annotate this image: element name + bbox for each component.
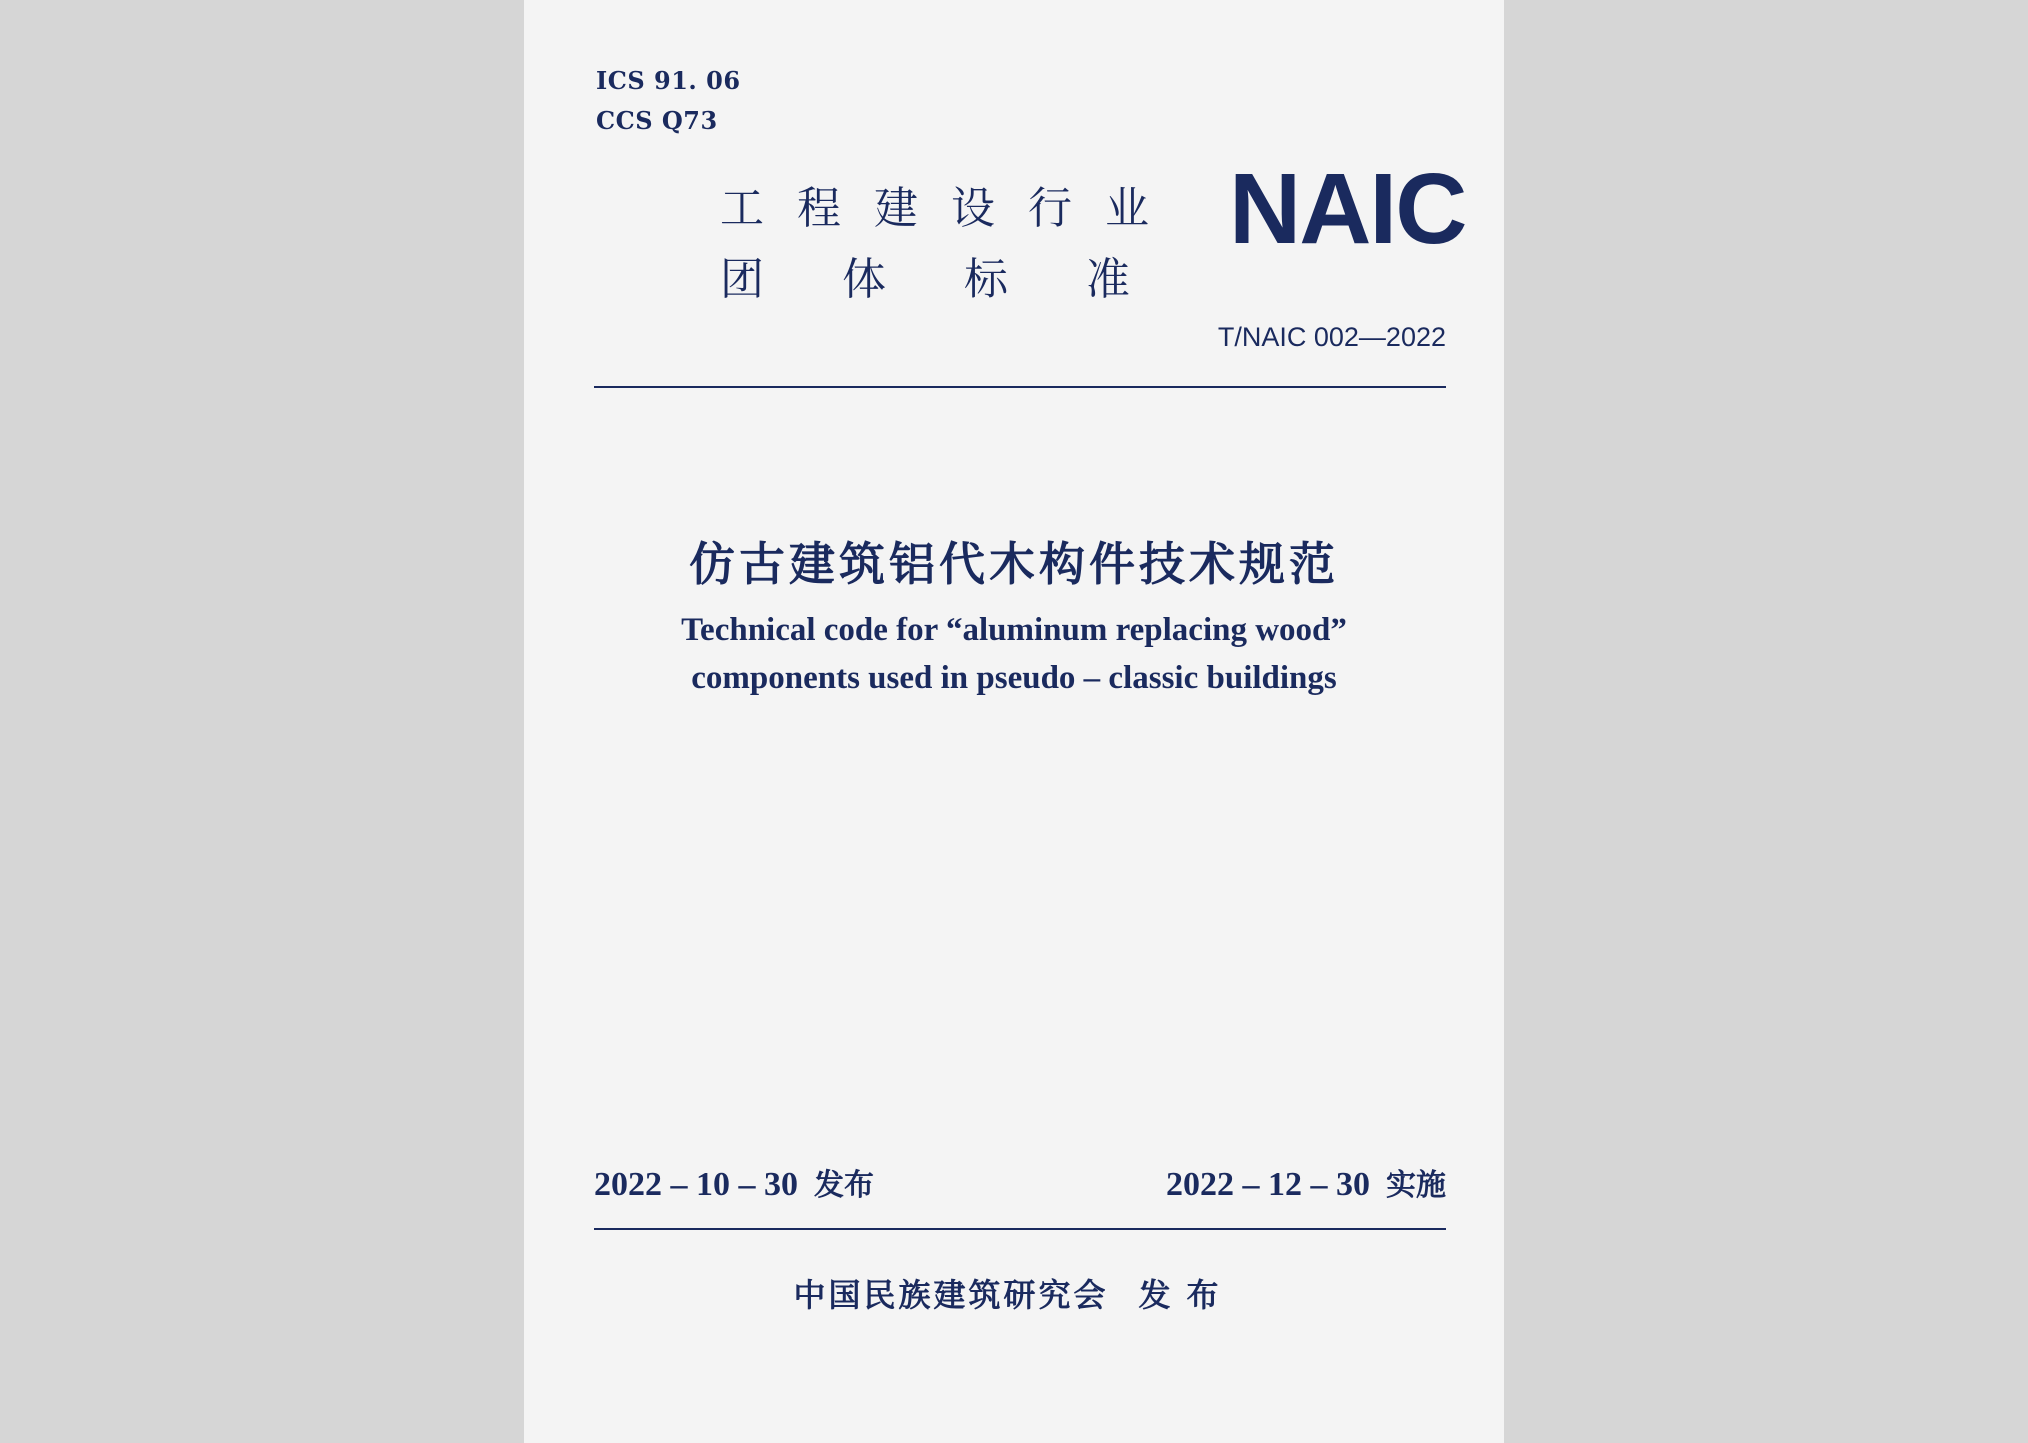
title-english-line-2: components used in pseudo – classic buildings [691,660,1337,696]
cover-page [524,0,1504,1443]
ics-code: ICS 91. 06 [596,66,741,95]
implement-label: 实施 [1386,1168,1446,1203]
ccs-code: CCS Q73 [596,106,718,135]
category-line-1: 工程建设行业 [720,183,1182,234]
title-english-line-1: Technical code for “aluminum replacing wood” [681,612,1347,648]
implement-date-block [1166,1160,1446,1204]
publisher-name: 中国民族建筑研究会 [793,1276,1109,1314]
issue-date: 2022 – 10 – 30 [594,1166,798,1203]
standard-number: T/NAIC 002—2022 [1217,322,1446,352]
naic-logo: NAIC [1229,153,1466,265]
implement-date: 2022 – 12 – 30 [1166,1166,1370,1203]
publisher-block [524,1270,1504,1316]
issue-label: 发布 [814,1168,874,1203]
publish-label: 发布 [1138,1276,1235,1314]
bottom-divider [594,1228,1446,1230]
issue-date-block [594,1160,874,1204]
title-chinese: 仿古建筑铝代木构件技术规范 [689,537,1339,591]
top-divider [594,386,1446,388]
category-line-2: 团体标准 [720,254,1208,305]
